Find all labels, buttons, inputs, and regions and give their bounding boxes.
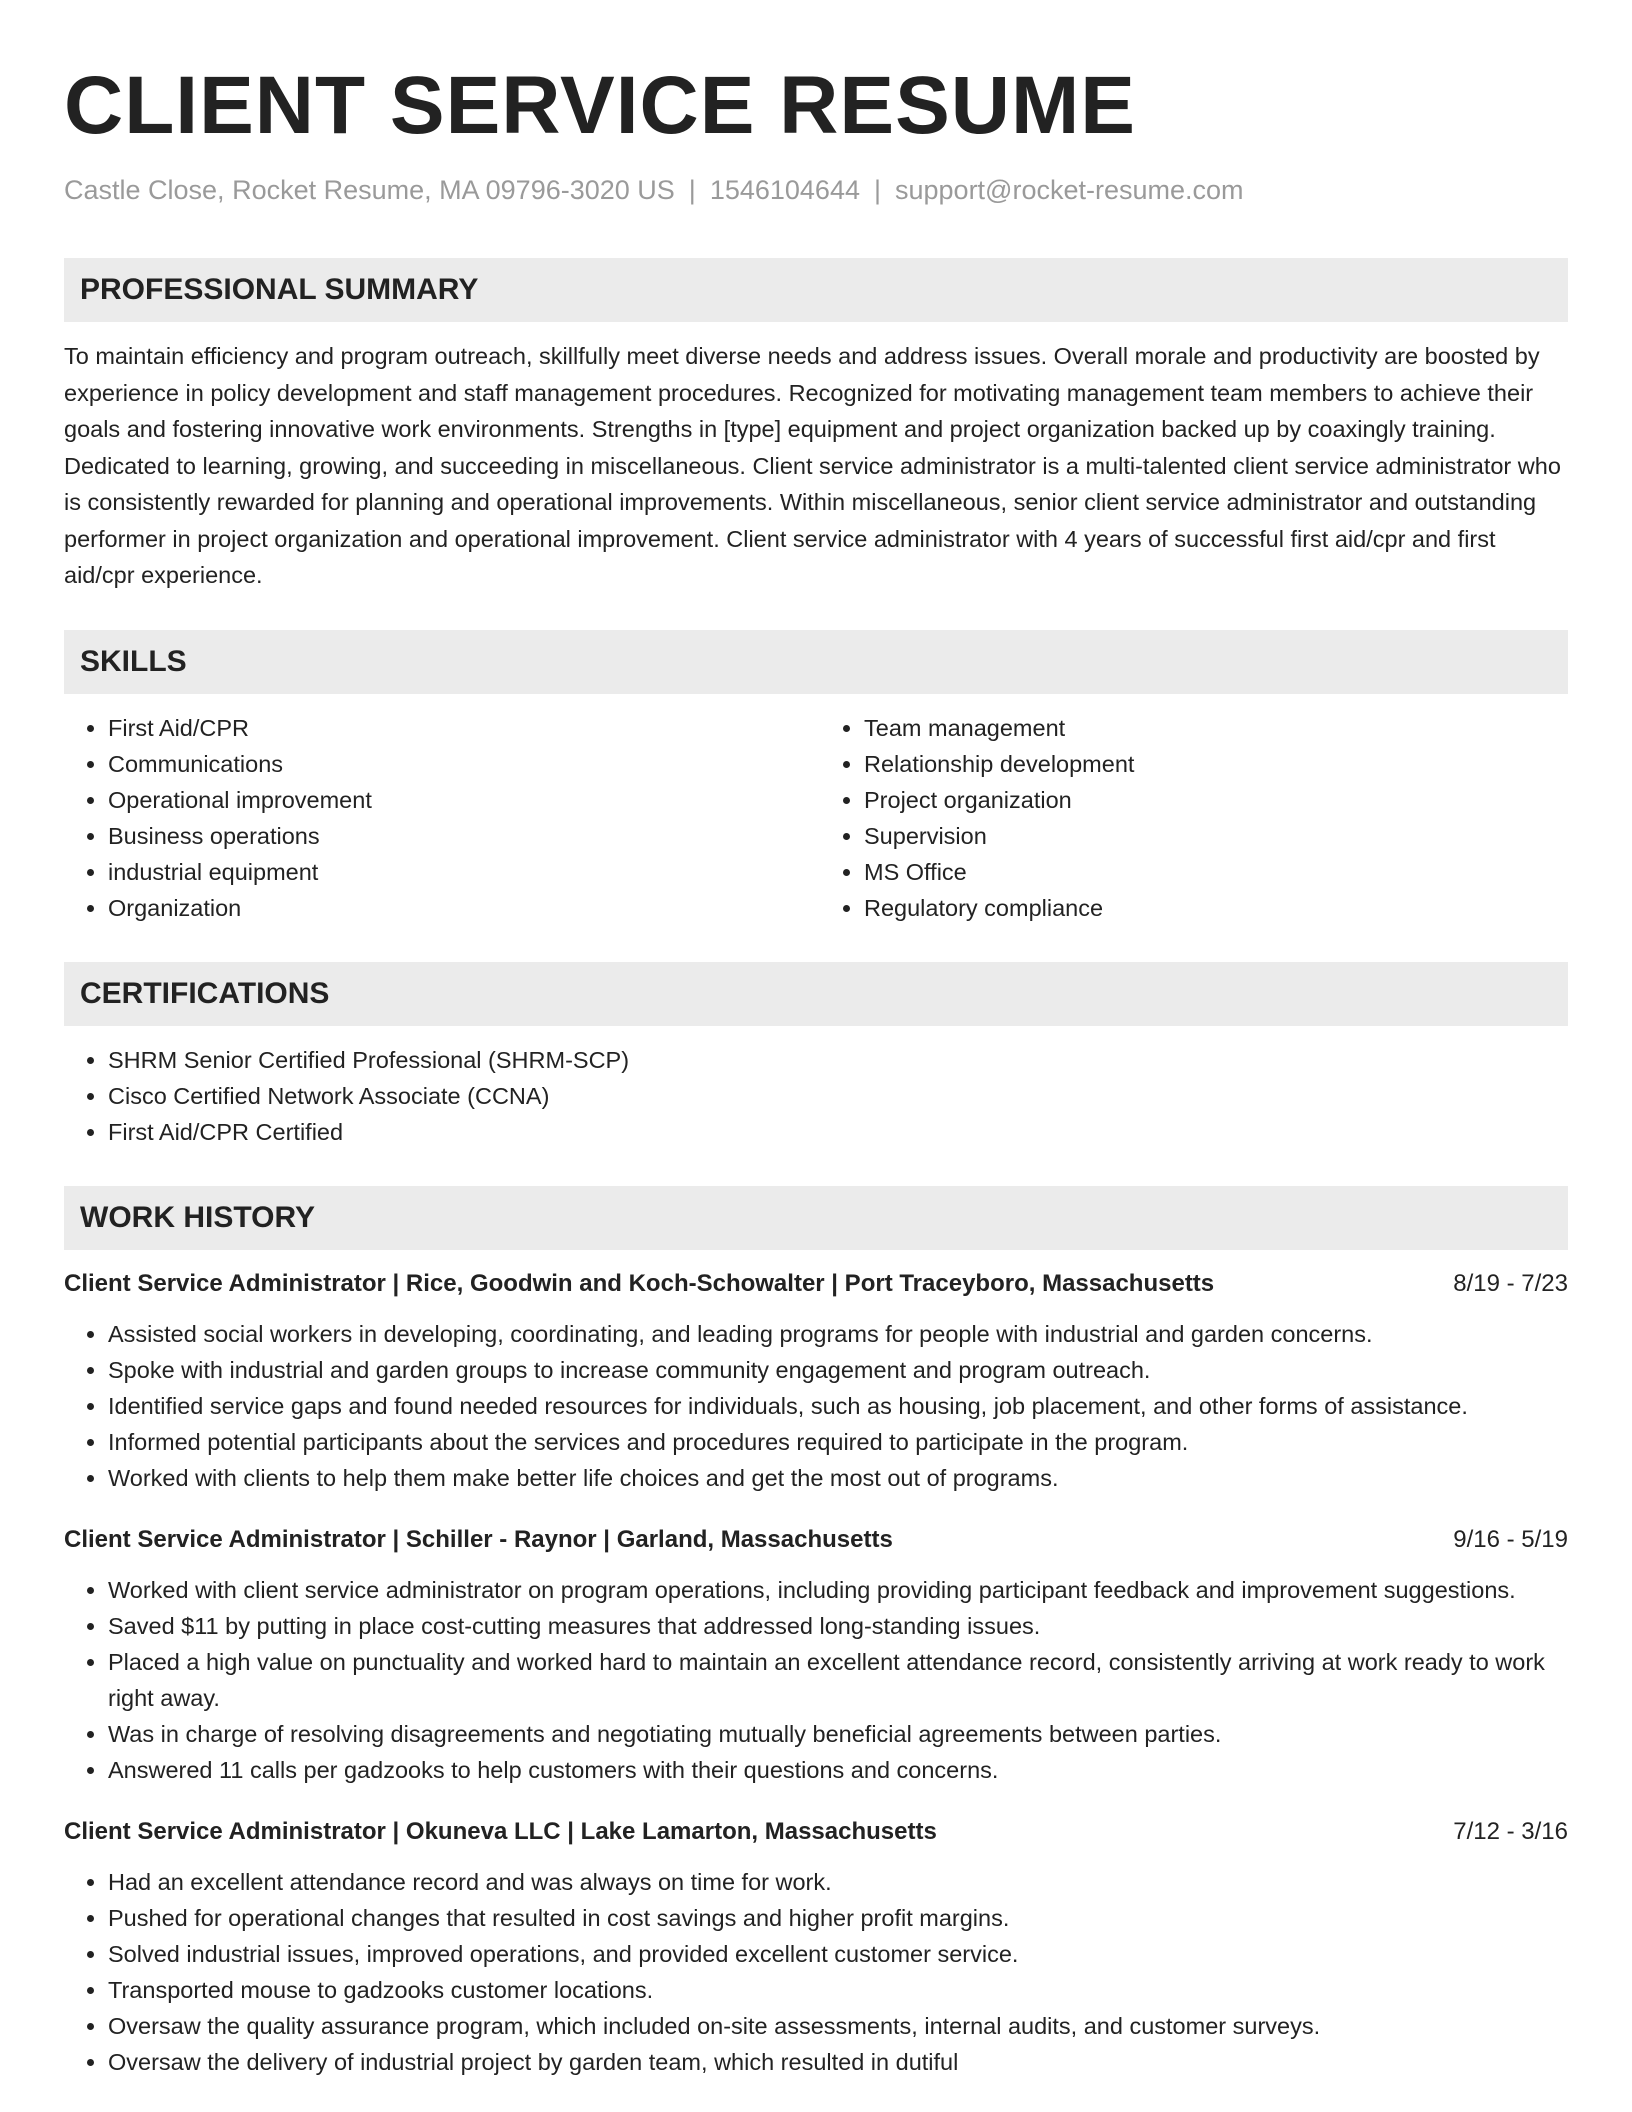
certification-item: • Cisco Certified Network Associate (CCNA): [108, 1078, 1568, 1114]
job-title: Client Service Administrator | Schiller - Raynor | Garland, Massachusetts: [64, 1525, 893, 1553]
skill-item: • Communications: [108, 746, 812, 782]
job-bullets: [64, 1572, 1568, 1788]
job-bullet: • Identified service gaps and found needed resources for individuals, such as housing, job placement, and other forms of assistance.: [108, 1388, 1568, 1424]
job-bullets: [64, 1864, 1568, 2080]
section-header-summary: PROFESSIONAL SUMMARY: [64, 258, 1568, 322]
skill-item: • Team management: [864, 710, 1568, 746]
summary-text: To maintain efficiency and program outreach, skillfully meet diverse needs and address issues. Overall morale and productivity are boosted by experience in policy development and staff management procedures. Recognized for motivating management team members to achieve their goals and fostering innovative work environments. Strengths in [type] equipment and project organization backed up by coaxingly training. Dedicated to learning, growing, and succeeding in miscellaneous. Client service administrator is a multi-talented client service administrator who is consistently rewarded for planning and operational improvements. Within miscellaneous, senior client service administrator and outstanding performer in project organization and operational improvement. Client service administrator with 4 years of successful first aid/cpr and first aid/cpr experience.: [64, 343, 1561, 589]
job-heading: [64, 1522, 1568, 1558]
job-bullet: • Worked with clients to help them make better life choices and get the most out of programs.: [108, 1460, 1568, 1496]
contact-separator: |: [873, 174, 881, 205]
resume-title: CLIENT SERVICE RESUME: [64, 60, 1136, 151]
skill-item: • Relationship development: [864, 746, 1568, 782]
job-bullet: • Was in charge of resolving disagreements and negotiating mutually beneficial agreements between parties.: [108, 1716, 1568, 1752]
job-title: Client Service Administrator | Okuneva LLC | Lake Lamarton, Massachusetts: [64, 1817, 937, 1845]
job-title: Client Service Administrator | Rice, Goodwin and Koch-Schowalter | Port Traceyboro, Massachusetts: [64, 1269, 1215, 1297]
skill-item: • Project organization: [864, 782, 1568, 818]
job-bullet: • Had an excellent attendance record and was always on time for work.: [108, 1864, 1568, 1900]
skill-item: • Supervision: [864, 818, 1568, 854]
job-bullet: • Pushed for operational changes that resulted in cost savings and higher profit margins.: [108, 1900, 1568, 1936]
skill-item: • MS Office: [864, 854, 1568, 890]
job-bullet: • Placed a high value on punctuality and worked hard to maintain an excellent attendance record, consistently arriving at work ready to work right away.: [108, 1644, 1568, 1716]
skill-item: • Organization: [108, 890, 812, 926]
job-bullet: • Informed potential participants about the services and procedures required to participate in the program.: [108, 1424, 1568, 1460]
section-header-work-history: WORK HISTORY: [64, 1186, 1568, 1250]
job-bullet: • Spoke with industrial and garden groups to increase community engagement and program outreach.: [108, 1352, 1568, 1388]
skills-list: [64, 710, 1568, 926]
job-entry: [64, 1522, 1568, 1788]
skills-column-1: [64, 710, 812, 926]
job-bullet: • Solved industrial issues, improved operations, and provided excellent customer service.: [108, 1936, 1568, 1972]
job-dates: 9/16 - 5/19: [1453, 1525, 1568, 1553]
job-heading: [64, 1814, 1568, 1850]
job-bullet: • Oversaw the delivery of industrial project by garden team, which resulted in dutiful: [108, 2044, 1568, 2080]
skill-item: • Business operations: [108, 818, 812, 854]
job-bullet: • Assisted social workers in developing, coordinating, and leading programs for people with industrial and garden concerns.: [108, 1316, 1568, 1352]
section-header-certifications: CERTIFICATIONS: [64, 962, 1568, 1026]
job-dates: 8/19 - 7/23: [1453, 1269, 1568, 1297]
certifications-list: [64, 1042, 1568, 1150]
skill-item: • industrial equipment: [108, 854, 812, 890]
skill-item: • Operational improvement: [108, 782, 812, 818]
certification-item: • SHRM Senior Certified Professional (SHRM-SCP): [108, 1042, 1568, 1078]
certification-item: • First Aid/CPR Certified: [108, 1114, 1568, 1150]
skill-item: • First Aid/CPR: [108, 710, 812, 746]
job-dates: 7/12 - 3/16: [1453, 1817, 1568, 1845]
contact-line: [64, 174, 1568, 206]
job-bullet: • Answered 11 calls per gadzooks to help customers with their questions and concerns.: [108, 1752, 1568, 1788]
skill-item: • Regulatory compliance: [864, 890, 1568, 926]
contact-phone: 1546104644: [709, 174, 860, 205]
job-bullet: • Worked with client service administrator on program operations, including providing participant feedback and improvement suggestions.: [108, 1572, 1568, 1608]
skills-column-2: [812, 710, 1568, 926]
job-entry: [64, 1266, 1568, 1496]
job-bullet: • Oversaw the quality assurance program, which included on-site assessments, internal audits, and customer surveys.: [108, 2008, 1568, 2044]
contact-email: support@rocket-resume.com: [895, 174, 1244, 205]
section-header-skills: SKILLS: [64, 630, 1568, 694]
job-heading: [64, 1266, 1568, 1302]
job-entry: [64, 1814, 1568, 2080]
job-bullet: • Saved $11 by putting in place cost-cutting measures that addressed long-standing issues.: [108, 1608, 1568, 1644]
contact-address: Castle Close, Rocket Resume, MA 09796-3020 US: [64, 174, 675, 205]
job-bullet: • Transported mouse to gadzooks customer locations.: [108, 1972, 1568, 2008]
contact-separator: |: [688, 174, 696, 205]
job-bullets: [64, 1316, 1568, 1496]
